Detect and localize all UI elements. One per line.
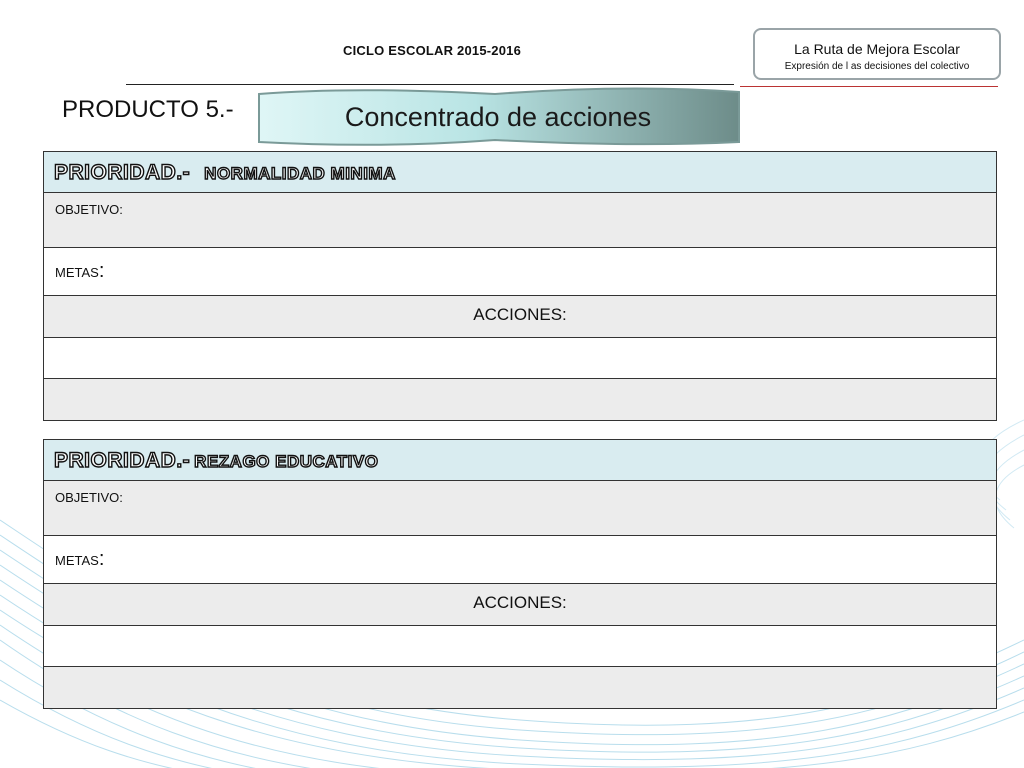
acciones-header-row <box>44 584 996 626</box>
school-cycle-label: CICLO ESCOLAR 2015-2016 <box>343 43 521 58</box>
priority-prefix: PRIORIDAD.- <box>54 161 191 184</box>
acciones-label: ACCIONES: <box>473 593 567 612</box>
badge-subtitle: Expresión de l as decisiones del colectivo <box>784 61 970 72</box>
header-divider-right <box>740 86 998 87</box>
ruta-mejora-badge <box>753 28 1001 80</box>
accion-row[interactable] <box>44 667 996 708</box>
banner-title: Concentrado de acciones <box>344 101 652 132</box>
acciones-label: ACCIONES: <box>473 305 567 324</box>
header-divider <box>126 84 734 85</box>
accion-row[interactable] <box>44 379 996 420</box>
accion-row[interactable] <box>44 626 996 667</box>
metas-row[interactable] <box>44 248 996 296</box>
objetivo-label: OBJETIVO: <box>55 490 123 505</box>
metas-label: METAS: <box>55 260 105 282</box>
badge-title: La Ruta de Mejora Escolar <box>794 41 960 57</box>
priority-prefix: PRIORIDAD.- <box>54 449 191 472</box>
priority-name: REZAGO EDUCATIVO <box>194 452 379 471</box>
priority-title <box>54 161 396 185</box>
metas-label: METAS: <box>55 548 105 570</box>
priority-header-row <box>44 152 996 193</box>
acciones-header-row <box>44 296 996 338</box>
priority-title <box>54 449 378 473</box>
objetivo-label: OBJETIVO: <box>55 202 123 217</box>
priority-header-row <box>44 440 996 481</box>
metas-text: METAS <box>55 553 99 568</box>
accion-row[interactable] <box>44 338 996 379</box>
priority-section-2 <box>43 439 997 709</box>
product-label: PRODUCTO 5.- <box>62 96 234 123</box>
metas-text: METAS <box>55 265 99 280</box>
priority-section-1 <box>43 151 997 421</box>
metas-row[interactable] <box>44 536 996 584</box>
objetivo-row[interactable] <box>44 193 996 248</box>
priority-name: NORMALIDAD MINIMA <box>204 164 396 183</box>
objetivo-row[interactable] <box>44 481 996 536</box>
title-banner <box>255 86 741 148</box>
